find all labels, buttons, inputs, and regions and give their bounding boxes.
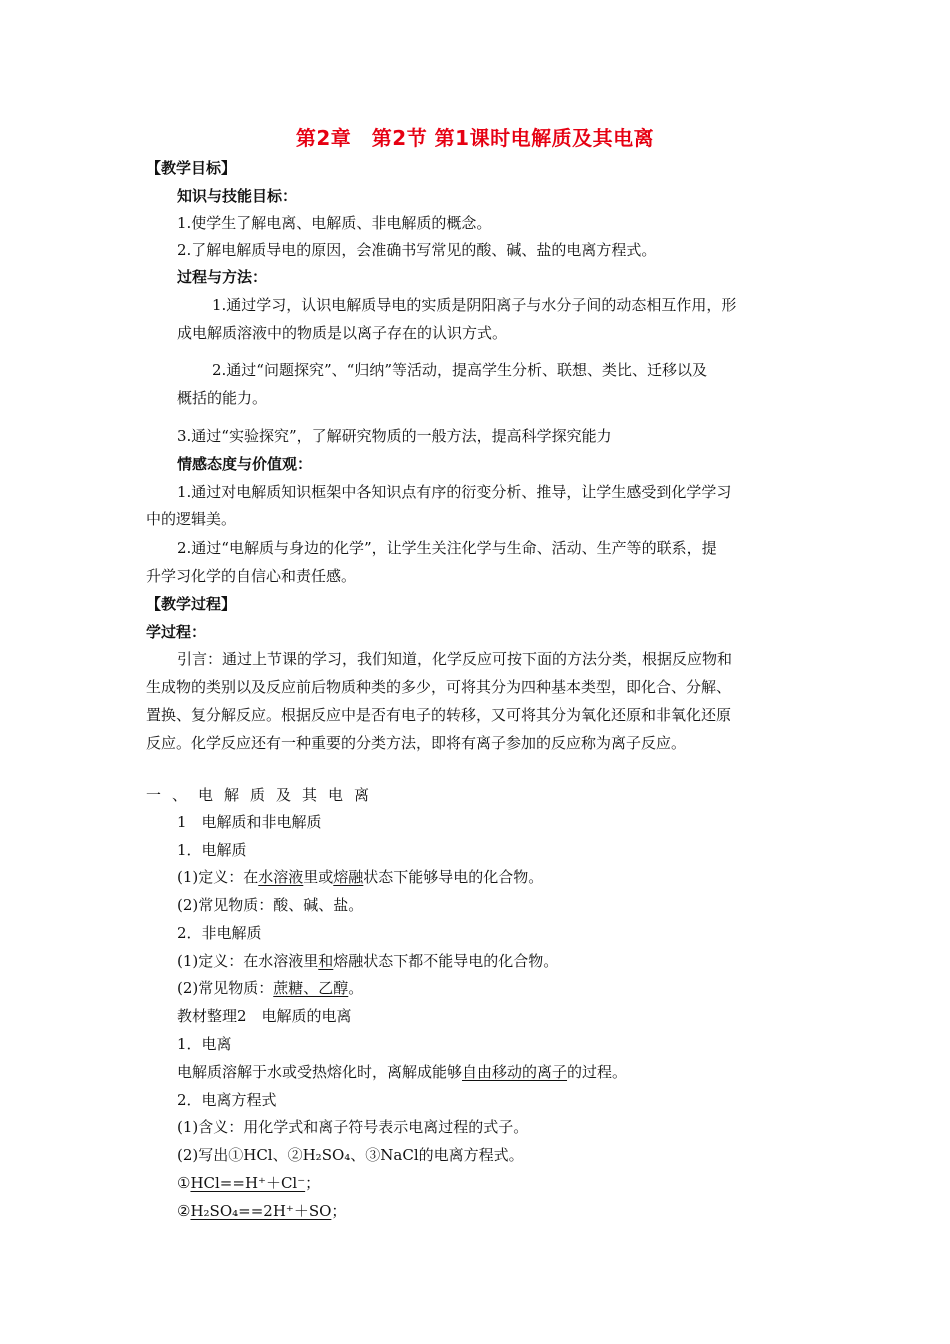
underlined-answer: 和 [318, 952, 334, 970]
process-item-2a: 2.通过“问题探究”、“归纳”等活动，提高学生分析、联想、类比、迁移以及 [212, 361, 707, 379]
teaching-process-heading: 【教学过程】 [146, 595, 237, 613]
underlined-answer: H₂SO₄==2H⁺＋SO [190, 1202, 332, 1220]
process-item-1a: 1.通过学习，认识电解质导电的实质是阴阳离子与水分子间的动态相互作用，形 [212, 296, 737, 314]
intro-line-2: 生成物的类别以及反应前后物质种类的多少，可将其分为四种基本类型，即化合、分解、 [146, 678, 732, 696]
equation-meaning: (1)含义：用化学式和离子符号表示电离过程的式子。 [177, 1118, 529, 1136]
process-item-1b: 成电解质溶液中的物质是以离子存在的认识方式。 [177, 324, 508, 342]
process-heading: 过程与方法： [177, 268, 268, 286]
non-electrolyte-heading: 2．非电解质 [177, 924, 262, 942]
objectives-heading: 【教学目标】 [146, 159, 237, 177]
process-item-2b: 概括的能力。 [177, 389, 268, 407]
emotion-item-2b: 升学习化学的自信心和责任感。 [146, 567, 357, 585]
electrolyte-definition: (1)定义：在水溶液里或熔融状态下能够导电的化合物。 [177, 868, 544, 886]
intro-line-3: 置换、复分解反应。根据反应中是否有电子的转移，又可将其分为氧化还原和非氧化还原 [146, 706, 732, 724]
learning-process-heading: 学过程： [146, 623, 207, 641]
section-1-heading: 一、电解质及其电离 [146, 786, 381, 804]
electrolyte-heading: 1．电解质 [177, 841, 247, 859]
equation-heading: 2．电离方程式 [177, 1091, 277, 1109]
electrolyte-common: (2)常见物质：酸、碱、盐。 [177, 896, 364, 914]
underlined-answer: 水溶液 [258, 868, 304, 886]
equation-task: (2)写出①HCl、②H₂SO₄、③NaCl的电离方程式。 [177, 1146, 524, 1164]
emotion-item-1a: 1.通过对电解质知识框架中各知识点有序的衍变分析、推导，让学生感受到化学学习 [177, 483, 732, 501]
emotion-item-2a: 2.通过“电解质与身边的化学”，让学生关注化学与生命、活动、生产等的联系，提 [177, 539, 717, 557]
subsection-2-title: 教材整理2 电解质的电离 [177, 1007, 352, 1025]
underlined-answer: 自由移动的离子 [462, 1063, 568, 1081]
intro-line-4: 反应。化学反应还有一种重要的分类方法，即将有离子参加的反应称为离子反应。 [146, 734, 687, 752]
emotion-heading: 情感态度与价值观： [177, 455, 313, 473]
ionization-definition: 电解质溶解于水或受热熔化时，离解成能够自由移动的离子的过程。 [177, 1063, 628, 1081]
subsection-1-title: 1 电解质和非电解质 [177, 813, 322, 831]
underlined-answer: HCl==H⁺＋Cl⁻ [190, 1174, 306, 1192]
equation-1: ①HCl==H⁺＋Cl⁻； [177, 1174, 321, 1192]
process-item-3: 3.通过“实验探究”，了解研究物质的一般方法，提高科学探究能力 [177, 427, 612, 445]
intro-line-1: 引言：通过上节课的学习，我们知道，化学反应可按下面的方法分类，根据反应物和 [177, 650, 733, 668]
knowledge-item-1: 1.使学生了解电离、电解质、非电解质的概念。 [177, 214, 492, 232]
emotion-item-1b: 中的逻辑美。 [146, 510, 237, 528]
page-title: 第2章 第2节 第1课时电解质及其电离 [295, 126, 655, 150]
underlined-answer: 蔗糖、乙醇 [273, 979, 349, 997]
underlined-answer: 熔融 [333, 868, 364, 886]
non-electrolyte-definition: (1)定义：在水溶液里和熔融状态下都不能导电的化合物。 [177, 952, 559, 970]
ionization-heading: 1．电离 [177, 1035, 232, 1053]
knowledge-item-2: 2.了解电解质导电的原因，会准确书写常见的酸、碱、盐的电离方程式。 [177, 241, 657, 259]
non-electrolyte-common: (2)常见物质：蔗糖、乙醇。 [177, 979, 364, 997]
knowledge-heading: 知识与技能目标： [177, 187, 298, 205]
equation-2: ②H₂SO₄==2H⁺＋SO； [177, 1202, 347, 1220]
